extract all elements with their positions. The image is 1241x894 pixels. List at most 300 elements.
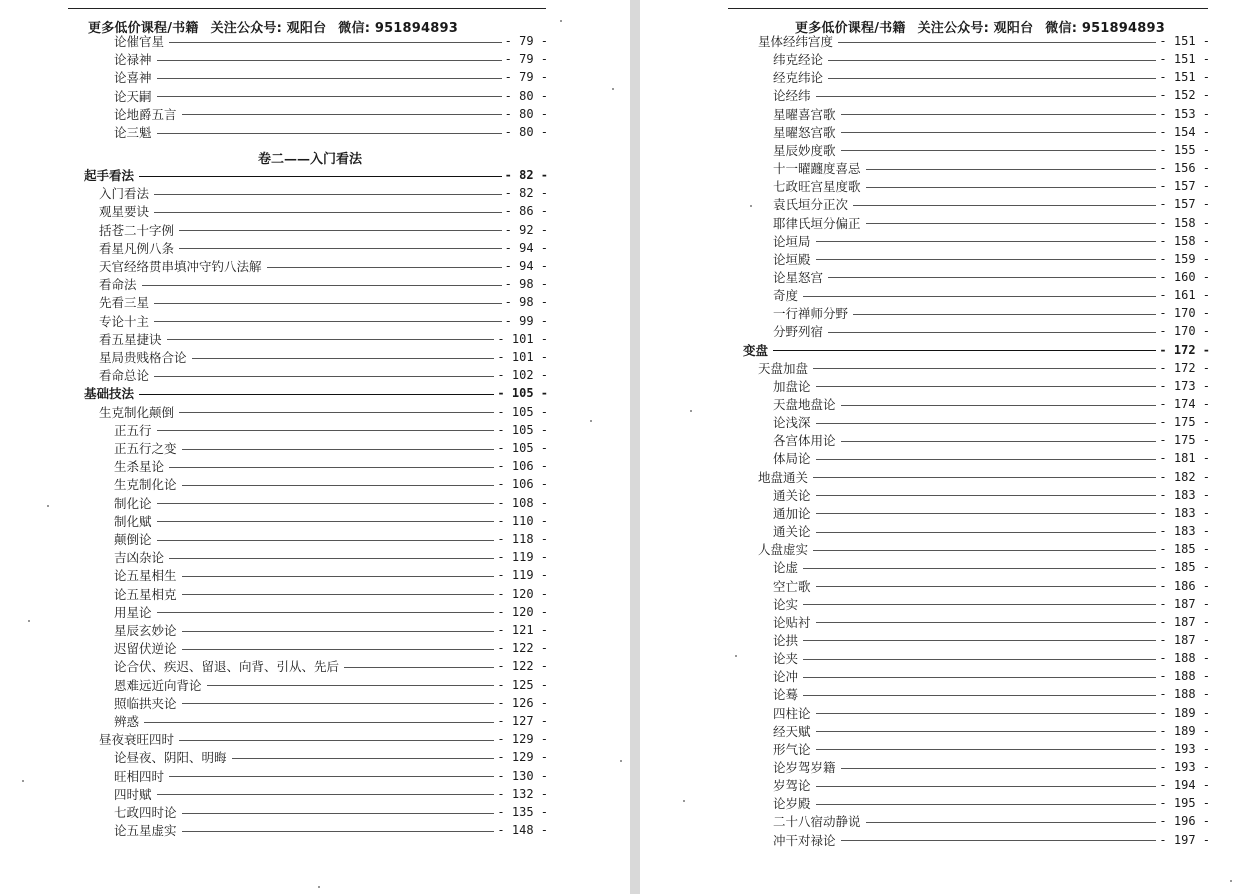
toc-entry-title: 论喜神 bbox=[114, 70, 152, 86]
toc-entry-page-number: - 120 - bbox=[497, 586, 548, 601]
toc-entry bbox=[114, 712, 548, 730]
toc-entry bbox=[773, 613, 1210, 631]
toc-entry-page-number: - 79 - bbox=[504, 70, 548, 85]
toc-entry-page-number: - 183 - bbox=[1159, 487, 1210, 502]
toc-entry-page-number: - 174 - bbox=[1159, 397, 1210, 411]
toc-entry bbox=[84, 384, 548, 402]
dot-leader bbox=[853, 314, 1156, 315]
toc-entry-title: 论五星虚实 bbox=[114, 823, 177, 839]
toc-entry-title: 七政四时论 bbox=[114, 805, 177, 820]
toc-entry-title: 耶律氏垣分偏正 bbox=[773, 215, 861, 231]
header-promo-text: 更多低价课程/书籍 bbox=[795, 21, 906, 36]
toc-entry-page-number: - 195 - bbox=[1159, 796, 1210, 811]
toc-entry-page-number: - 79 - bbox=[504, 52, 548, 67]
toc-entry bbox=[773, 232, 1210, 250]
dot-leader bbox=[154, 212, 502, 213]
toc-entry-page-number: - 181 - bbox=[1159, 451, 1210, 466]
dot-leader bbox=[816, 459, 1157, 460]
toc-entry-page-number: - 127 - bbox=[497, 714, 548, 728]
toc-entry-title: 制化论 bbox=[114, 495, 152, 511]
dot-leader bbox=[139, 394, 494, 395]
toc-entry-title: 论垣局 bbox=[773, 233, 811, 249]
toc-entry-title: 观星要诀 bbox=[99, 204, 150, 220]
toc-entry-title: 正五行 bbox=[114, 422, 152, 438]
dot-leader bbox=[866, 169, 1157, 170]
toc-entry bbox=[773, 322, 1210, 340]
dot-leader bbox=[207, 685, 495, 686]
toc-entry bbox=[773, 558, 1210, 576]
toc-entry-title: 论夹 bbox=[773, 651, 799, 667]
toc-entry-title: 四柱论 bbox=[773, 705, 811, 721]
toc-entry bbox=[99, 330, 548, 348]
toc-entry-title: 论浅深 bbox=[773, 415, 811, 431]
toc-entry-page-number: - 80 - bbox=[504, 106, 548, 121]
toc-entry-page-number: - 159 - bbox=[1159, 251, 1210, 266]
toc-entry-title: 岁驾论 bbox=[773, 778, 811, 794]
toc-entry-title: 通加论 bbox=[773, 505, 811, 521]
toc-entry-page-number: - 122 - bbox=[497, 659, 548, 674]
scan-speck bbox=[750, 205, 752, 207]
toc-entry-title: 起手看法 bbox=[84, 168, 135, 183]
toc-entry-page-number: - 119 - bbox=[497, 550, 548, 565]
toc-entry-page-number: - 172 - bbox=[1159, 360, 1210, 375]
toc-entry-title: 入门看法 bbox=[99, 186, 150, 202]
dot-leader bbox=[157, 78, 502, 79]
toc-entry-page-number: - 130 - bbox=[497, 768, 548, 783]
toc-entry-title: 纬克经论 bbox=[773, 52, 824, 68]
toc-entry bbox=[743, 341, 1210, 359]
toc-entry-title: 二十八宿动静说 bbox=[773, 814, 861, 830]
scan-speck bbox=[590, 420, 592, 422]
toc-entry-page-number: - 188 - bbox=[1159, 687, 1210, 702]
toc-entry-page-number: - 122 - bbox=[497, 641, 548, 656]
dot-leader bbox=[816, 386, 1157, 387]
toc-entry bbox=[114, 530, 548, 548]
toc-entry bbox=[773, 776, 1210, 794]
toc-entry-page-number: - 126 - bbox=[497, 695, 548, 710]
toc-entry-title: 十一曜躔度喜忌 bbox=[773, 161, 861, 177]
toc-entry bbox=[758, 540, 1210, 558]
toc-entry bbox=[773, 177, 1210, 195]
dot-leader bbox=[267, 267, 502, 268]
toc-entry bbox=[773, 286, 1210, 304]
toc-entry-page-number: - 82 - bbox=[504, 168, 548, 182]
toc-entry-title: 体局论 bbox=[773, 451, 811, 467]
toc-entry bbox=[773, 685, 1210, 703]
toc-entry bbox=[99, 403, 548, 421]
toc-entry-page-number: - 92 - bbox=[504, 222, 548, 237]
dot-leader bbox=[816, 749, 1157, 750]
toc-entry-page-number: - 170 - bbox=[1159, 306, 1210, 321]
scan-speck bbox=[683, 800, 685, 802]
toc-entry bbox=[773, 413, 1210, 431]
toc-entry bbox=[773, 214, 1210, 232]
dot-leader bbox=[841, 132, 1157, 133]
toc-entry bbox=[758, 32, 1210, 50]
scan-speck bbox=[620, 760, 622, 762]
toc-entry-title: 制化赋 bbox=[114, 513, 152, 529]
toc-entry-title: 论蓦 bbox=[773, 687, 799, 703]
toc-entry-page-number: - 86 - bbox=[504, 204, 548, 219]
toc-entry-page-number: - 105 - bbox=[497, 386, 548, 401]
toc-entry-title: 论催官星 bbox=[114, 34, 165, 49]
dot-leader bbox=[182, 831, 495, 832]
toc-entry-title: 生克制化论 bbox=[114, 477, 177, 493]
toc-entry-page-number: - 94 - bbox=[504, 240, 548, 255]
dot-leader bbox=[813, 550, 1156, 551]
dot-leader bbox=[816, 259, 1157, 260]
toc-entry-title: 四时赋 bbox=[114, 786, 152, 802]
toc-entry-title: 奇度 bbox=[773, 288, 799, 304]
toc-entry-page-number: - 80 - bbox=[504, 88, 548, 103]
toc-entry-title: 七政旺宫星度歌 bbox=[773, 179, 861, 195]
dot-leader bbox=[803, 695, 1156, 696]
dot-leader bbox=[157, 794, 495, 795]
toc-entry bbox=[773, 631, 1210, 649]
toc-entry bbox=[773, 577, 1210, 595]
toc-entry-title: 迟留伏逆论 bbox=[114, 641, 177, 657]
toc-entry-title: 星辰玄妙论 bbox=[114, 623, 177, 638]
toc-entry bbox=[773, 304, 1210, 322]
toc-entry-page-number: - 102 - bbox=[497, 368, 548, 383]
toc-entry-page-number: - 152 - bbox=[1159, 88, 1210, 103]
dot-leader bbox=[841, 150, 1157, 151]
toc-entry bbox=[99, 202, 548, 220]
dot-leader bbox=[169, 42, 502, 43]
toc-entry-title: 经克纬论 bbox=[773, 70, 824, 86]
toc-entry-title: 各宫体用论 bbox=[773, 433, 836, 449]
toc-entry-title: 用星论 bbox=[114, 604, 152, 620]
dot-leader bbox=[866, 223, 1157, 224]
toc-entry-page-number: - 158 - bbox=[1159, 233, 1210, 248]
dot-leader bbox=[803, 604, 1156, 605]
dot-leader bbox=[157, 521, 495, 522]
dot-leader bbox=[803, 659, 1156, 660]
dot-leader bbox=[157, 503, 495, 504]
toc-entry bbox=[99, 257, 548, 275]
toc-entry bbox=[114, 494, 548, 512]
toc-entry-page-number: - 151 - bbox=[1159, 34, 1210, 48]
toc-entry bbox=[99, 348, 548, 366]
header-wechat-id: 微信: 951894893 bbox=[1045, 21, 1166, 36]
toc-entry-title: 天盘地盘论 bbox=[773, 397, 836, 412]
toc-entry-title: 论虚 bbox=[773, 560, 799, 576]
toc-entry-page-number: - 188 - bbox=[1159, 669, 1210, 684]
dot-leader bbox=[232, 758, 495, 759]
toc-entry-page-number: - 129 - bbox=[497, 750, 548, 765]
toc-entry bbox=[114, 512, 548, 530]
toc-entry bbox=[773, 86, 1210, 104]
toc-entry bbox=[773, 486, 1210, 504]
toc-entry bbox=[773, 504, 1210, 522]
toc-entry-page-number: - 106 - bbox=[497, 477, 548, 492]
dot-leader bbox=[803, 296, 1156, 297]
dot-leader bbox=[182, 649, 495, 650]
toc-entry bbox=[99, 293, 548, 311]
scan-speck bbox=[1230, 880, 1232, 882]
toc-entry-page-number: - 154 - bbox=[1159, 124, 1210, 139]
dot-leader bbox=[816, 786, 1157, 787]
toc-entry-title: 论经纬 bbox=[773, 88, 811, 104]
toc-entry bbox=[114, 566, 548, 584]
toc-entry-title: 颠倒论 bbox=[114, 532, 152, 547]
toc-entry bbox=[114, 32, 548, 50]
dot-leader bbox=[816, 241, 1157, 242]
toc-entry-title: 论垣殿 bbox=[773, 251, 811, 267]
dot-leader bbox=[169, 467, 494, 468]
toc-entry-title: 空亡歌 bbox=[773, 578, 811, 594]
toc-entry-page-number: - 82 - bbox=[504, 186, 548, 201]
toc-entry-title: 加盘论 bbox=[773, 378, 811, 394]
toc-entry-page-number: - 148 - bbox=[497, 823, 548, 838]
toc-entry-page-number: - 172 - bbox=[1159, 342, 1210, 357]
toc-entry-page-number: - 105 - bbox=[497, 422, 548, 437]
toc-entry bbox=[114, 603, 548, 621]
toc-entry bbox=[773, 758, 1210, 776]
header-wechat-account: 关注公众号: 观阳台 bbox=[917, 21, 1034, 36]
dot-leader bbox=[169, 776, 494, 777]
toc-entry-page-number: - 120 - bbox=[497, 604, 548, 619]
dot-leader bbox=[179, 740, 494, 741]
toc-entry-title: 通关论 bbox=[773, 524, 811, 540]
dot-leader bbox=[344, 667, 494, 668]
toc-entry bbox=[773, 50, 1210, 68]
toc-entry bbox=[773, 649, 1210, 667]
toc-entry-title: 正五行之变 bbox=[114, 441, 177, 456]
toc-entry bbox=[99, 239, 548, 257]
toc-entry-title: 人盘虚实 bbox=[758, 542, 809, 558]
toc-entry-title: 照临拱夹论 bbox=[114, 695, 177, 711]
toc-entry bbox=[773, 268, 1210, 286]
toc-entry bbox=[114, 621, 548, 639]
toc-entry bbox=[773, 195, 1210, 213]
toc-entry-title: 论禄神 bbox=[114, 52, 152, 68]
toc-entry-title: 吉凶杂论 bbox=[114, 550, 165, 566]
toc-entry-page-number: - 106 - bbox=[497, 459, 548, 474]
toc-entry-title: 看五星捷诀 bbox=[99, 331, 162, 347]
toc-entry bbox=[773, 141, 1210, 159]
toc-entry-title: 括苍二十字例 bbox=[99, 222, 175, 238]
toc-entry-title: 论三魁 bbox=[114, 125, 152, 140]
toc-entry bbox=[773, 667, 1210, 685]
toc-entry bbox=[114, 585, 548, 603]
toc-entry-page-number: - 119 - bbox=[497, 568, 548, 583]
toc-entry-page-number: - 183 - bbox=[1159, 505, 1210, 520]
toc-entry bbox=[114, 821, 548, 839]
dot-leader bbox=[803, 640, 1156, 641]
toc-entry-page-number: - 193 - bbox=[1159, 760, 1210, 774]
toc-entry-page-number: - 156 - bbox=[1159, 161, 1210, 176]
toc-entry-title: 分野列宿 bbox=[773, 324, 824, 340]
dot-leader bbox=[828, 78, 1156, 79]
toc-entry-page-number: - 101 - bbox=[497, 331, 548, 346]
top-rule bbox=[68, 8, 546, 9]
toc-entry-title: 论岁殿 bbox=[773, 796, 811, 812]
toc-entry-title: 星局贵贱格合论 bbox=[99, 350, 187, 365]
dot-leader bbox=[179, 248, 502, 249]
scan-speck bbox=[22, 780, 24, 782]
toc-entry-page-number: - 175 - bbox=[1159, 433, 1210, 448]
dot-leader bbox=[866, 822, 1157, 823]
toc-entry-page-number: - 187 - bbox=[1159, 632, 1210, 647]
dot-leader bbox=[816, 423, 1157, 424]
toc-entry-title: 地盘通关 bbox=[758, 469, 809, 485]
toc-entry bbox=[773, 722, 1210, 740]
dot-leader bbox=[838, 42, 1156, 43]
toc-entry bbox=[114, 475, 548, 493]
dot-leader bbox=[144, 722, 494, 723]
toc-entry-title: 通关论 bbox=[773, 487, 811, 503]
toc-entry bbox=[114, 105, 548, 123]
toc-entry-page-number: - 183 - bbox=[1159, 524, 1210, 539]
toc-entry-page-number: - 132 - bbox=[497, 786, 548, 801]
toc-entry bbox=[114, 694, 548, 712]
toc-entry-page-number: - 161 - bbox=[1159, 288, 1210, 303]
dot-leader bbox=[841, 114, 1157, 115]
dot-leader bbox=[841, 405, 1157, 406]
toc-entry bbox=[114, 439, 548, 457]
toc-entry-page-number: - 160 - bbox=[1159, 269, 1210, 284]
toc-entry-page-number: - 105 - bbox=[497, 404, 548, 419]
dot-leader bbox=[816, 513, 1157, 514]
toc-entry-page-number: - 98 - bbox=[504, 277, 548, 292]
toc-entry bbox=[114, 639, 548, 657]
toc-entry-page-number: - 151 - bbox=[1159, 52, 1210, 67]
dot-leader bbox=[816, 713, 1157, 714]
toc-entry-title: 基础技法 bbox=[84, 386, 135, 402]
toc-entry-title: 形气论 bbox=[773, 741, 811, 757]
toc-entry-title: 看命总论 bbox=[99, 368, 150, 384]
dot-leader bbox=[813, 368, 1156, 369]
toc-entry-title: 论实 bbox=[773, 596, 799, 612]
dot-leader bbox=[828, 60, 1156, 61]
toc-entry bbox=[114, 785, 548, 803]
toc-entry-page-number: - 153 - bbox=[1159, 106, 1210, 121]
toc-entry bbox=[99, 730, 548, 748]
dot-leader bbox=[157, 612, 495, 613]
dot-leader bbox=[841, 840, 1157, 841]
chapter-heading: 卷二——入门看法 bbox=[257, 152, 362, 167]
toc-entry-page-number: - 193 - bbox=[1159, 741, 1210, 756]
toc-entry bbox=[114, 421, 548, 439]
toc-entry-page-number: - 121 - bbox=[497, 623, 548, 637]
toc-entry bbox=[773, 704, 1210, 722]
toc-entry bbox=[773, 105, 1210, 123]
toc-entry-page-number: - 197 - bbox=[1159, 832, 1210, 847]
dot-leader bbox=[816, 731, 1157, 732]
toc-entry bbox=[114, 457, 548, 475]
toc-entry bbox=[114, 68, 548, 86]
toc-entry-title: 变盘 bbox=[743, 342, 769, 358]
dot-leader bbox=[816, 495, 1157, 496]
toc-entry-page-number: - 118 - bbox=[497, 532, 548, 546]
toc-entry bbox=[114, 767, 548, 785]
dot-leader bbox=[182, 449, 495, 450]
toc-entry-title: 论地爵五言 bbox=[114, 106, 177, 122]
toc-entry bbox=[773, 159, 1210, 177]
toc-entry-title: 星曜喜宫歌 bbox=[773, 106, 836, 122]
dot-leader bbox=[182, 114, 502, 115]
dot-leader bbox=[157, 430, 495, 431]
scan-speck bbox=[318, 886, 320, 888]
toc-entry bbox=[99, 312, 548, 330]
header-wechat-id: 微信: 951894893 bbox=[338, 21, 459, 36]
toc-entry-page-number: - 186 - bbox=[1159, 578, 1210, 593]
toc-entry-page-number: - 185 - bbox=[1159, 560, 1210, 575]
scan-speck bbox=[47, 505, 49, 507]
toc-entry bbox=[773, 449, 1210, 467]
toc-entry-page-number: - 187 - bbox=[1159, 596, 1210, 611]
toc-entry-title: 看命法 bbox=[99, 277, 137, 293]
toc-entry bbox=[773, 740, 1210, 758]
toc-entry-title: 专论十主 bbox=[99, 313, 150, 329]
toc-entry-title: 天盘加盘 bbox=[758, 360, 809, 376]
toc-entry-page-number: - 105 - bbox=[497, 441, 548, 455]
toc-entry bbox=[84, 166, 548, 184]
dot-leader bbox=[142, 285, 502, 286]
toc-entry-page-number: - 188 - bbox=[1159, 651, 1210, 666]
toc-entry-page-number: - 175 - bbox=[1159, 415, 1210, 430]
toc-entry-title: 论五星相克 bbox=[114, 586, 177, 602]
toc-entry bbox=[773, 522, 1210, 540]
toc-entry-page-number: - 110 - bbox=[497, 513, 548, 528]
toc-entry-title: 论昼夜、阴阳、明晦 bbox=[114, 750, 227, 766]
toc-entry bbox=[99, 184, 548, 202]
toc-entry-page-number: - 125 - bbox=[497, 677, 548, 692]
toc-entry-page-number: - 79 - bbox=[504, 34, 548, 48]
toc-entry-title: 论冲 bbox=[773, 669, 799, 685]
toc-entry-page-number: - 94 - bbox=[504, 259, 548, 273]
dot-leader bbox=[157, 133, 502, 134]
dot-leader bbox=[182, 703, 495, 704]
toc-entry bbox=[114, 50, 548, 68]
scan-speck bbox=[560, 20, 562, 22]
toc-entry-title: 星体经纬宫度 bbox=[758, 34, 834, 49]
toc-entry-page-number: - 108 - bbox=[497, 495, 548, 510]
dot-leader bbox=[179, 230, 502, 231]
dot-leader bbox=[167, 339, 495, 340]
toc-entry bbox=[114, 123, 548, 141]
toc-entry-page-number: - 196 - bbox=[1159, 814, 1210, 829]
toc-entry-title: 袁氏垣分正次 bbox=[773, 197, 849, 213]
dot-leader bbox=[816, 532, 1157, 533]
scan-speck bbox=[612, 88, 614, 90]
toc-entry-title: 天官经络贯串填冲守钓八法解 bbox=[99, 259, 262, 274]
dot-leader bbox=[154, 194, 502, 195]
dot-leader bbox=[828, 332, 1156, 333]
toc-entry bbox=[773, 68, 1210, 86]
toc-entry bbox=[114, 748, 548, 766]
toc-entry-title: 论岁驾岁籍 bbox=[773, 760, 836, 775]
dot-leader bbox=[841, 441, 1157, 442]
toc-entry-title: 星曜怒宫歌 bbox=[773, 124, 836, 140]
toc-entry-page-number: - 173 - bbox=[1159, 378, 1210, 393]
toc-entry bbox=[114, 676, 548, 694]
toc-entry bbox=[99, 221, 548, 239]
header-promo-text: 更多低价课程/书籍 bbox=[88, 21, 199, 36]
toc-entry bbox=[773, 377, 1210, 395]
toc-entry-page-number: - 189 - bbox=[1159, 705, 1210, 720]
toc-entry bbox=[773, 595, 1210, 613]
dot-leader bbox=[816, 586, 1157, 587]
toc-entry-page-number: - 194 - bbox=[1159, 778, 1210, 793]
top-rule bbox=[728, 8, 1208, 9]
toc-entry-title: 经天赋 bbox=[773, 723, 811, 739]
toc-entry-title: 论贴衬 bbox=[773, 614, 811, 630]
toc-entry-page-number: - 170 - bbox=[1159, 324, 1210, 339]
dot-leader bbox=[154, 376, 494, 377]
dot-leader bbox=[182, 813, 495, 814]
